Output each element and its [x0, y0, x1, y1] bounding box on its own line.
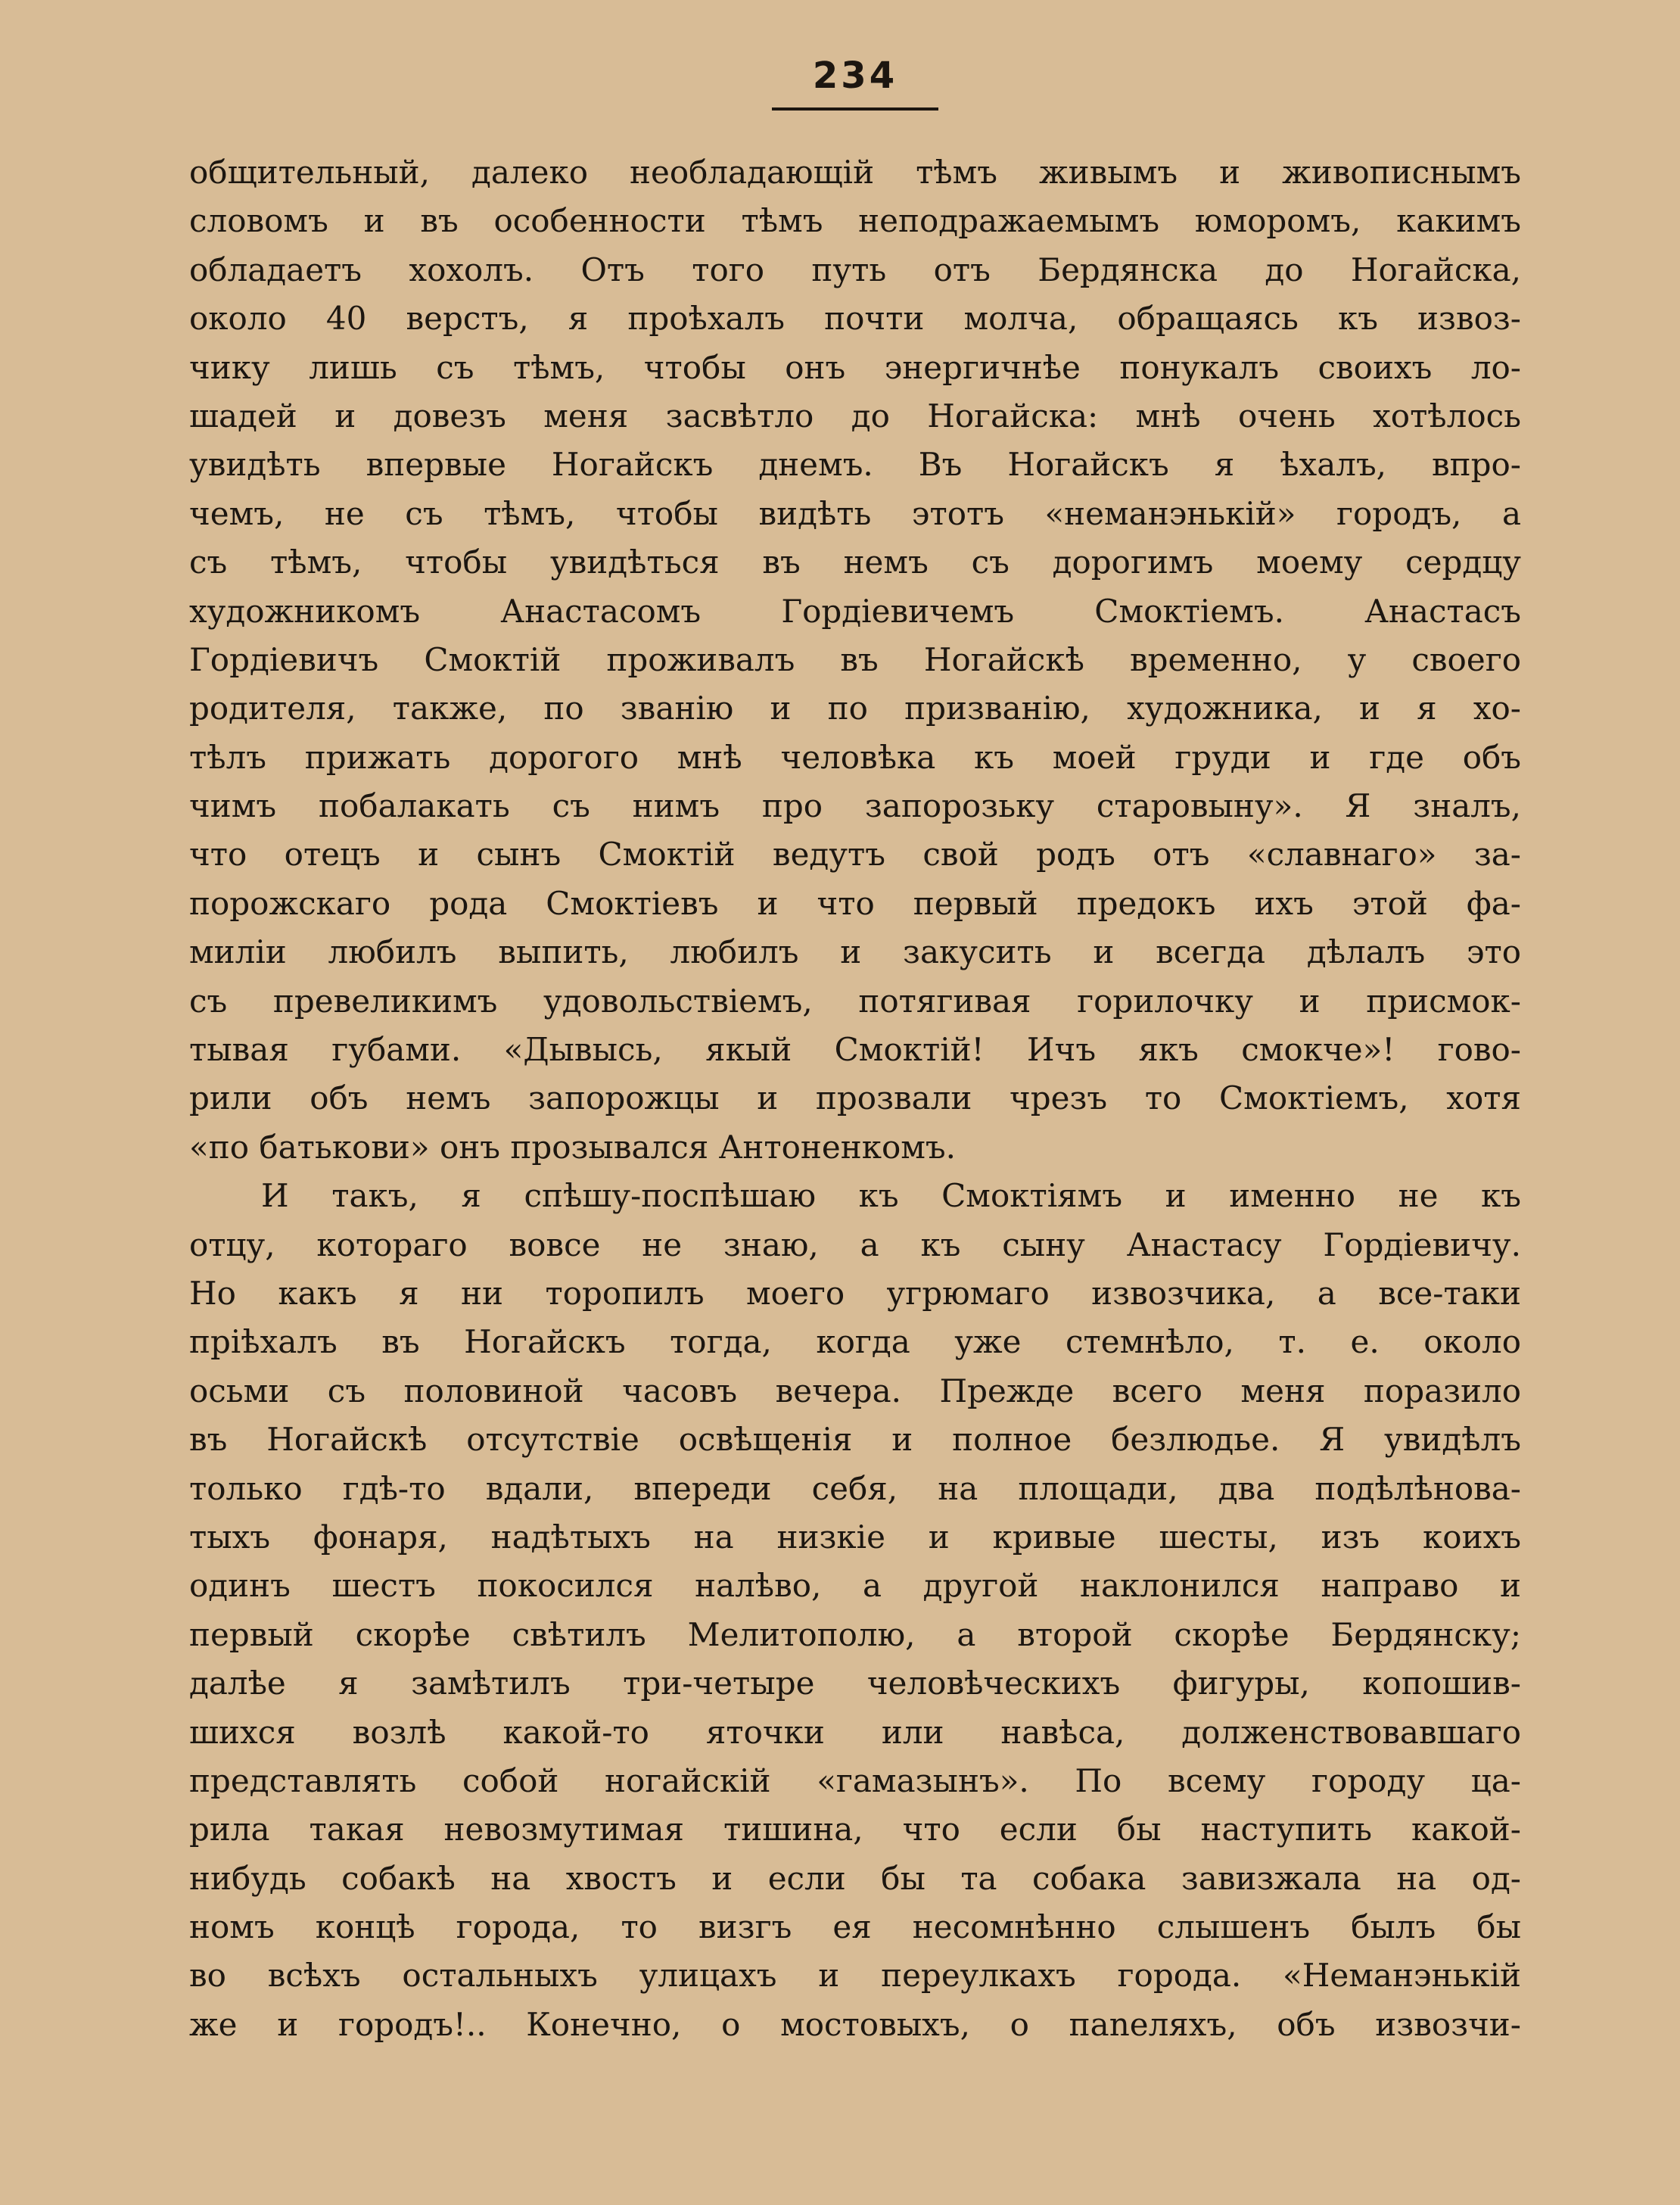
text-line: чику лишь съ тѣмъ, чтобы онъ энергичнѣе понукалъ своихъ ло- — [189, 348, 1521, 386]
text-line: чимъ побалакать съ нимъ про запорозьку старовыну». Я зналъ, — [189, 787, 1521, 825]
text-line: отцу, котораго вовсе не знаю, а къ сыну Анастасу Гордіевичу. — [189, 1226, 1521, 1263]
text-line: порожскаго рода Смоктіевъ и что первый предокъ ихъ этой фа- — [189, 884, 1521, 922]
text-line: номъ концѣ города, то визгъ ея несомнѣнно слышенъ былъ бы — [189, 1908, 1521, 1946]
text-line: увидѣть впервые Ногайскъ днемъ. Въ Ногайскъ я ѣхалъ, впро- — [189, 446, 1521, 484]
page-number: 234 — [812, 55, 898, 97]
text-line: пріѣхалъ въ Ногайскъ тогда, когда уже стемнѣло, т. е. около — [189, 1323, 1521, 1361]
text-line: художникомъ Анастасомъ Гордіевичемъ Смоктіемъ. Анастасъ — [189, 592, 1521, 630]
text-line: съ превеликимъ удовольствіемъ, потягивая горилочку и присмок- — [189, 982, 1521, 1020]
text-line: рили объ немъ запорожцы и прозвали чрезъ то Смоктіемъ, хотя — [189, 1079, 1521, 1117]
text-line: во всѣхъ остальныхъ улицахъ и переулкахъ города. «Неманэнькій — [189, 1957, 1521, 1995]
page-number-rule — [772, 107, 938, 111]
text-line: тѣлъ прижать дорогого мнѣ человѣка къ моей груди и где объ — [189, 738, 1521, 776]
text-line: общительный, далеко необладающій тѣмъ живымъ и живописнымъ — [189, 154, 1521, 191]
text-line: тывая губами. «Дывысь, якый Смоктій! Ичъ якъ смокче»! гово- — [189, 1031, 1521, 1069]
text-line: словомъ и въ особенности тѣмъ неподражаемымъ юморомъ, какимъ — [189, 202, 1521, 240]
text-line: Гордіевичъ Смоктій проживалъ въ Ногайскѣ временно, у своего — [189, 640, 1521, 678]
text-line: представлять собой ногайскій «гамазынъ». По всему городу ца- — [189, 1761, 1521, 1799]
text-line: родителя, также, по званію и по призванію, художника, и я хо- — [189, 690, 1521, 727]
text-line: нибудь собакѣ на хвостъ и если бы та собака завизжала на од- — [189, 1859, 1521, 1897]
text-line: осьми съ половиной часовъ вечера. Прежде всего меня поразило — [189, 1372, 1521, 1409]
text-line: съ тѣмъ, чтобы увидѣться въ немъ съ дорогимъ моему сердцу — [189, 543, 1521, 581]
text-line: И такъ, я спѣшу-поспѣшаю къ Смоктіямъ и именно не къ — [261, 1177, 1521, 1215]
text-line: чемъ, не съ тѣмъ, чтобы видѣть этотъ «неманэнькій» городъ, а — [189, 494, 1521, 532]
text-line: рила такая невозмутимая тишина, что если бы наступить какой- — [189, 1811, 1521, 1848]
text-line: первый скорѣе свѣтилъ Мелитополю, а второй скорѣе Бердянску; — [189, 1615, 1521, 1653]
paragraph-2 — [189, 1172, 1521, 2049]
text-line: же и городъ!.. Конечно, о мостовыхъ, о паneляхъ, объ извозчи- — [189, 2005, 1521, 2043]
text-line: обладаетъ хохолъ. Отъ того путь отъ Бердянска до Ногайска, — [189, 251, 1521, 288]
text-line: около 40 верстъ, я проѣхалъ почти молча, обращаясь къ извоз- — [189, 300, 1521, 338]
text-line: только гдѣ-то вдали, впереди себя, на площади, два подѣлѣнова- — [189, 1469, 1521, 1507]
text-line: шадей и довезъ меня засвѣтло до Ногайска: мнѣ очень хотѣлось — [189, 397, 1521, 434]
text-line: «по батькови» онъ прозывался Антоненкомъ. — [189, 1128, 957, 1166]
text-line: одинъ шестъ покосился налѣво, а другой наклонился направо и — [189, 1567, 1521, 1605]
text-line: шихся возлѣ какой-то яточки или навѣса, долженствовавшаго — [189, 1713, 1521, 1751]
text-line: въ Ногайскѣ отсутствіе освѣщенія и полное безлюдье. Я увидѣлъ — [189, 1421, 1521, 1459]
text-line: Но какъ я ни торопилъ моего угрюмаго извозчика, а все-таки — [189, 1274, 1521, 1312]
text-line: тыхъ фонаря, надѣтыхъ на низкіе и кривые шесты, изъ коихъ — [189, 1518, 1521, 1556]
body-text — [189, 148, 1521, 2049]
text-line: далѣе я замѣтилъ три-четыре человѣческихъ фигуры, копошив- — [189, 1665, 1521, 1702]
text-line: что отецъ и сынъ Смоктій ведутъ свой родъ отъ «славнаго» за- — [189, 836, 1521, 874]
paragraph-1 — [189, 148, 1521, 1172]
text-line: миліи любилъ выпить, любилъ и закусить и всегда дѣлалъ это — [189, 933, 1521, 971]
